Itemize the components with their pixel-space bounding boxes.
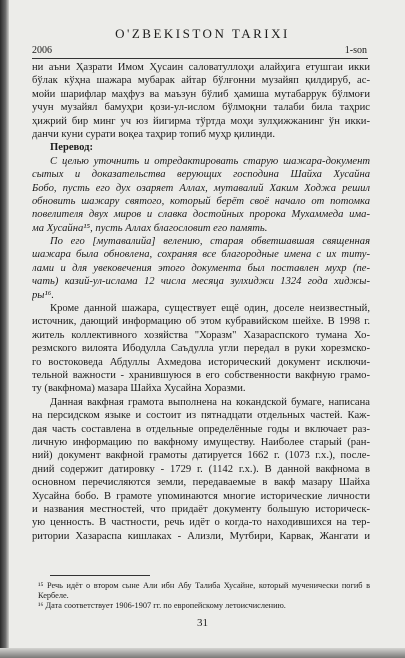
translation-heading: Перевод: — [50, 142, 94, 154]
text-line: обновить шажару святого, который берёт своё начало от потомка — [32, 195, 370, 207]
text-line: ний) документ вакфной грамоты датируется 1662 г. (1073 г.х.), после- — [32, 450, 370, 462]
text-line: ту (вакфнома) мазара Шайха Хусайна Хоразми. — [32, 383, 246, 395]
text-line: ма Хусайна¹⁵, пусть Аллах благословит его память. — [32, 222, 268, 234]
text-line: житель коллективного хозяйства "Хоразм" Хазараспского тумана Хо- — [32, 329, 370, 341]
footnote-16 — [38, 601, 370, 611]
text-line: повелителя двух миров и славка достойных пророка Мухаммеда има- — [32, 209, 370, 221]
text-line: лами и для увековечения этого документа был поставлен мухр (пе- — [32, 262, 370, 274]
text-line: чать) казий-ул-ислама 12 числа месяца зулхиджи 1324 года хиджы- — [32, 276, 370, 288]
text-line: ритории Хазараспа кишлаках - Ализли, Мутбири, Карвак, Жангати и — [32, 530, 370, 542]
translation-paragraph-1 — [32, 155, 370, 235]
page-bottom-shadow — [0, 648, 405, 658]
page-binding-shadow — [0, 0, 9, 658]
translation-paragraph-2 — [32, 235, 370, 302]
header-issue: 1-son — [344, 45, 367, 56]
text-line: мойи шарифлар маҳфуз ва маъзун бўлиб ҳамиша мутабаррук бўлмоғи — [32, 88, 370, 100]
text-line: резмского вилоята Ибодулла Саъдулла угли передал в руки хорезмско- — [32, 343, 370, 355]
text-line: По его [мутавалийа] велению, старая обветшавшая священная — [50, 236, 370, 248]
text-line: дая часть составлена в отдельные определённые годы и включает раз- — [32, 423, 370, 435]
text-line: го востоковеда Абдуллы Ахмедова исторический документ исключи- — [32, 356, 370, 368]
page-number: 31 — [197, 617, 208, 629]
header-year: 2006 — [32, 45, 52, 56]
text-line: личную информацию по вакфному имуществу. Наиболее старый (ран- — [32, 436, 370, 448]
text-line: бўлак кўҳна шажара мубарак айтар бўлғонни музайяп қилдируб, ас- — [32, 75, 370, 87]
text-line: основном перечисляются земли, передаваемые в вакф мазару Шайха — [32, 477, 370, 489]
footnote-rule — [50, 575, 150, 576]
text-line: Бобо, пусть его дух озаряет Аллах, мутавалий Хаким Ходжа решил — [32, 182, 370, 194]
text-line: источник, дающий информацию об этом кубравийском шейхе. В 1998 г. — [32, 316, 370, 328]
russian-paragraph-1 — [32, 302, 370, 396]
text-line: на персидском языке и состоит из пятнадцати отдельных частей. Каж- — [32, 410, 370, 422]
text-line: ры¹⁶. — [32, 289, 54, 301]
text-line: ҳижрий бир минг уч юз йигирма тўртда моҳи зулҳижжанинг ўн икки- — [32, 115, 370, 127]
article-body — [32, 61, 370, 543]
text-line: ую ценность. В частности, речь идёт о когда-то находившихся на тер- — [32, 517, 370, 529]
footnote-line: ¹⁵ Речь идёт о втором сыне Али ибн Абу Талиба Хусайне, который мученически погиб в — [38, 581, 370, 590]
running-header: O'ZBEKISTON TARIXI — [115, 26, 290, 41]
text-line: Кроме данной шажара, существует ещё один, доселе неизвестный, — [50, 303, 370, 315]
text-line: учун музайял бамуҳри қози-ул-ислом бўлмоқни талаби била таҳрис — [32, 102, 370, 114]
text-line: тельной важности - хранившуюся в его собственности вакфную грамо- — [32, 369, 370, 381]
text-line: ни аъни Ҳазрати Имом Ҳусаин саловатуллоҳи алайҳига етушгаи икки — [32, 62, 370, 73]
text-line: и названия местностей, что придаёт документу большую историческ- — [32, 503, 370, 515]
text-line: сытых и доказательства верующих господина Шайха Хусайна — [32, 169, 370, 181]
footnote-15 — [38, 581, 370, 601]
text-line: С целью уточнить и отредактировать старую шажара-документ — [50, 155, 370, 167]
text-line: шажара была обновлена, сохраняя все благородные имена с их титу- — [32, 249, 370, 261]
russian-paragraph-2 — [32, 396, 370, 543]
text-line: дний содержит датировку - 1729 г. (1142 г.х.). В данной вакфнома в — [32, 463, 370, 475]
header-rule — [32, 58, 368, 59]
text-line: Хусайна бобо. В грамоте упоминаются многие исторические личности — [32, 490, 370, 502]
footnote-line: ¹⁶ Дата соответствует 1906-1907 гг. по европейскому летоисчислению. — [38, 601, 286, 610]
text-line: данчи куни сурати воқеа таҳрир топиб муҳр қилинди. — [32, 128, 275, 140]
text-line: Данная вакфная грамота выполнена на кокандской бумаге, написана — [50, 396, 370, 408]
uzbek-paragraph — [32, 61, 370, 141]
footnote-line: Кербеле. — [38, 591, 69, 600]
